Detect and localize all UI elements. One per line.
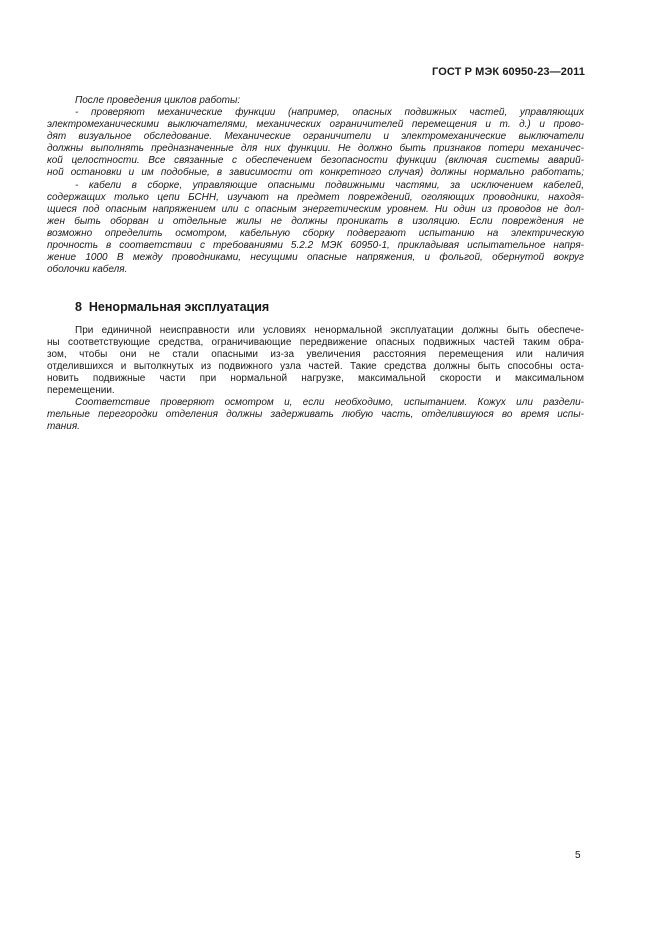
text-line: Соответствие проверяют осмотром и, если необходимо, испытанием. Кожух или раздели- bbox=[75, 397, 584, 408]
text-line: щиеся под опасным напряжением или с опасным энергетическим уровнем. Ни один из проводов не дол- bbox=[47, 204, 584, 215]
text-line: новить подвижные части при нормальной нагрузке, максимальной скорости и максимальном bbox=[47, 373, 584, 384]
text-line: ны соответствующие средства, ограничивающие передвижение опасных подвижных частей таким обра- bbox=[47, 337, 584, 348]
page-number: 5 bbox=[575, 850, 581, 861]
text-line: ной остановки и им подобные, в зависимости от конкретного случая) должны нормально работать; bbox=[47, 167, 584, 178]
text-line: прочность в соответствии с требованиями 5.2.2 МЭК 60950-1, прикладывая испытательное напря- bbox=[47, 240, 584, 251]
text-line: жение 1000 В между проводниками, несущими опасные напряжения, и фольгой, обернутой вокруг bbox=[47, 252, 584, 263]
text-line: электромеханическими выключателями, механических ограничителей перемещения и т. д.) и прово- bbox=[47, 119, 584, 130]
text-line: кой целостности. Все связанные с обеспечением безопасности функции (включая системы аварий- bbox=[47, 155, 584, 166]
section-title: Ненормальная эксплуатация bbox=[88, 300, 270, 314]
text-line: дят визуальное обследование. Механические ограничители и электромеханические выключатели bbox=[47, 131, 584, 142]
text-line: жен быть оборван и отдельные жилы не должны проникать в изоляцию. Если повреждения не bbox=[47, 216, 584, 227]
text-line: содержащих только цепи БСНН, изучают на предмет повреждений, оголяющих проводники, находя- bbox=[47, 192, 584, 203]
text-line: - кабели в сборке, управляющие опасными подвижными частями, за исключением кабелей, bbox=[75, 180, 584, 191]
page-header: ГОСТ Р МЭК 60950-23—2011 bbox=[432, 66, 585, 78]
text-line: перемещении. bbox=[47, 385, 115, 396]
text-line: оболочки кабеля. bbox=[47, 264, 128, 275]
text-line: - проверяют механические функции (например, опасных подвижных частей, управляющих bbox=[75, 107, 584, 118]
text-line: При единичной неисправности или условиях ненормальной эксплуатации должны быть обеспече- bbox=[75, 325, 584, 336]
section-number: 8 bbox=[75, 300, 82, 314]
section-heading bbox=[75, 300, 269, 314]
text-line: тания. bbox=[47, 421, 80, 432]
text-line: возможно определить осмотром, кабельную сборку подвергают испытанию на электрическую bbox=[47, 228, 584, 239]
text-line: тельные перегородки отделения должны задерживать любую часть, отделившуюся во время испы- bbox=[47, 409, 584, 420]
text-line: должны выполнять предназначенные для них функции. Не должно быть признаков потери механичес- bbox=[47, 143, 584, 154]
text-line: отделившихся и вытолкнутых из подвижного узла частей. Такие средства должны быть способны оста- bbox=[47, 361, 584, 372]
text-line: После проведения циклов работы: bbox=[75, 95, 241, 106]
text-line: зом, чтобы они не стали опасными из-за увеличения расстояния перемещения или наличия bbox=[47, 349, 584, 360]
